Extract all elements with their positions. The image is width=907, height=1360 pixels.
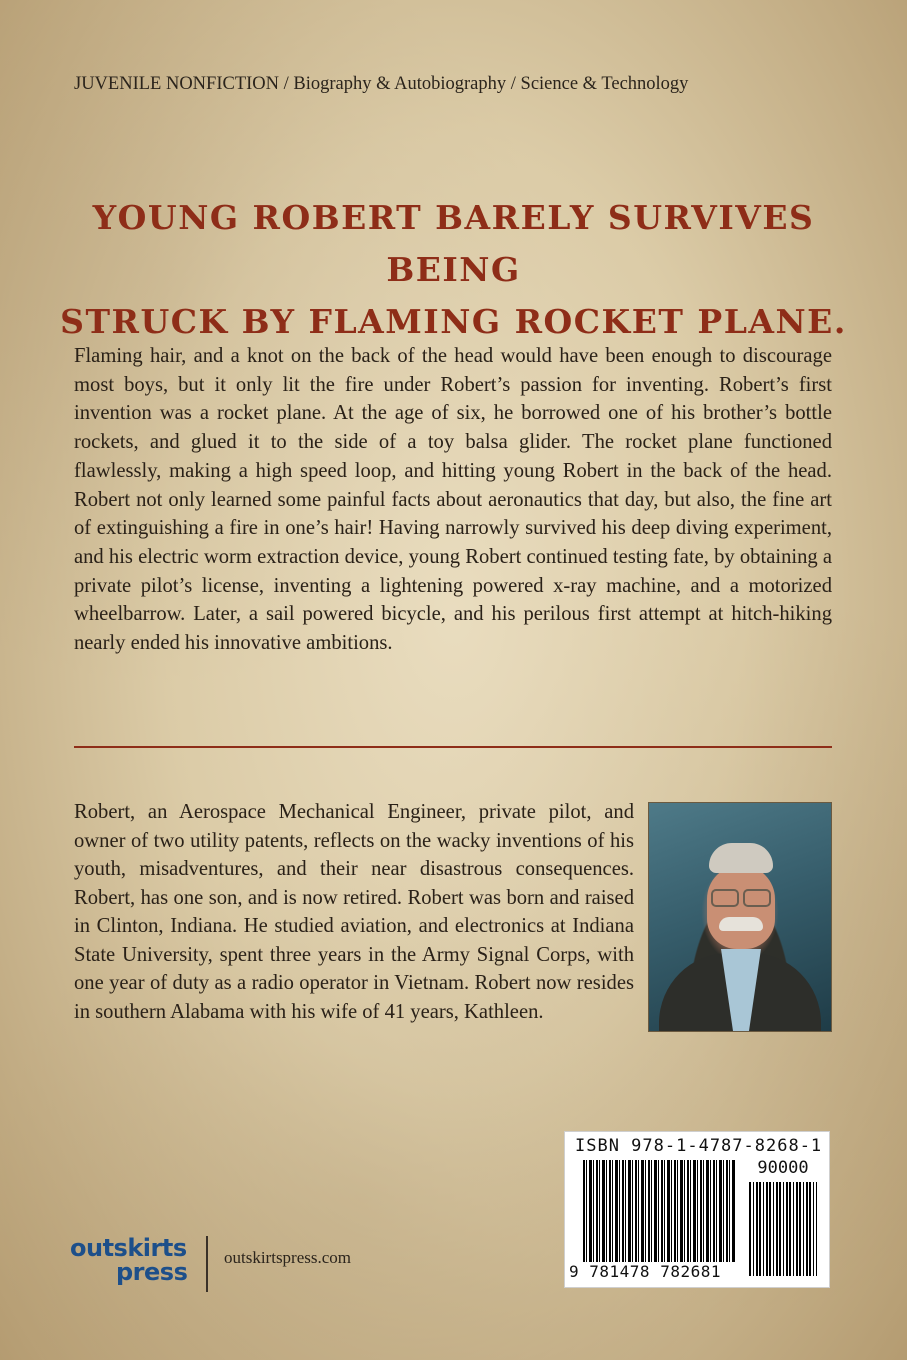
isbn-barcode (564, 1131, 830, 1288)
isbn-number: ISBN 978-1-4787-8268-1 (575, 1136, 823, 1156)
ean-barcode-bars (583, 1160, 735, 1276)
logo-divider (206, 1236, 208, 1292)
publisher-logo-line-2: press (116, 1258, 188, 1286)
section-divider (74, 746, 832, 748)
author-bio: Robert, an Aerospace Mechanical Engineer, private pilot, and owner of two utility patents, reflects on the wacky inventions of his youth, misadventures, and their near disastrous consequences. Robert, has one son, and is now retired. Robert was born and raised in Clinton, Indiana. He studied aviation, and electronics at Indiana State University, spent three years in the Army Signal Corps, with one year of duty as a radio operator in Vietnam. Robert now resides in southern Alabama with his wife of 41 years, Kathleen. (74, 801, 634, 1023)
book-blurb: Flaming hair, and a knot on the back of the head would have been enough to discourage most boys, but it only lit the fire under Robert’s passion for inventing. Robert’s first invention was a rocket plane. At the age of six, he borrowed one of his brother’s bottle rockets, and glued it to the side of a toy balsa glider. The rocket plane functioned flawlessly, making a high speed loop, and hitting young Robert in the back of the head. Robert not only learned some painful facts about aeronautics that day, but also, the fine art of extinguishing a fire in one’s hair! Having narrowly survived his deep diving experiment, and his electric worm extraction device, young Robert continued testing fate, by obtaining a private pilot’s license, inventing a lightening powered x-ray machine, and a motorized wheelbarrow. Later, a sail powered bicycle, and his perilous first attempt at hitch-hiking nearly ended his innovative ambitions. (74, 345, 832, 655)
ean-number: 9 781478 782681 (569, 1262, 741, 1281)
price-addon-number: 90000 (757, 1158, 809, 1178)
author-bio-section (74, 798, 832, 1038)
author-photo-glasses (711, 889, 771, 903)
publisher-logo-line-1: outskirts (70, 1234, 187, 1262)
publisher-logo (70, 1236, 200, 1284)
category-line: JUVENILE NONFICTION / Biography & Autobiography / Science & Technology (74, 74, 689, 94)
publisher-website: outskirtspress.com (224, 1248, 352, 1267)
author-photo-mustache (719, 917, 763, 931)
headline (40, 192, 867, 348)
headline-line-1: YOUNG ROBERT BARELY SURVIVES BEING (92, 198, 815, 289)
headline-line-2: STRUCK BY FLAMING ROCKET PLANE. (60, 302, 847, 341)
author-photo (648, 802, 832, 1032)
author-photo-hair (709, 843, 773, 873)
addon-barcode-bars (749, 1182, 817, 1276)
author-photo-face (707, 865, 775, 949)
